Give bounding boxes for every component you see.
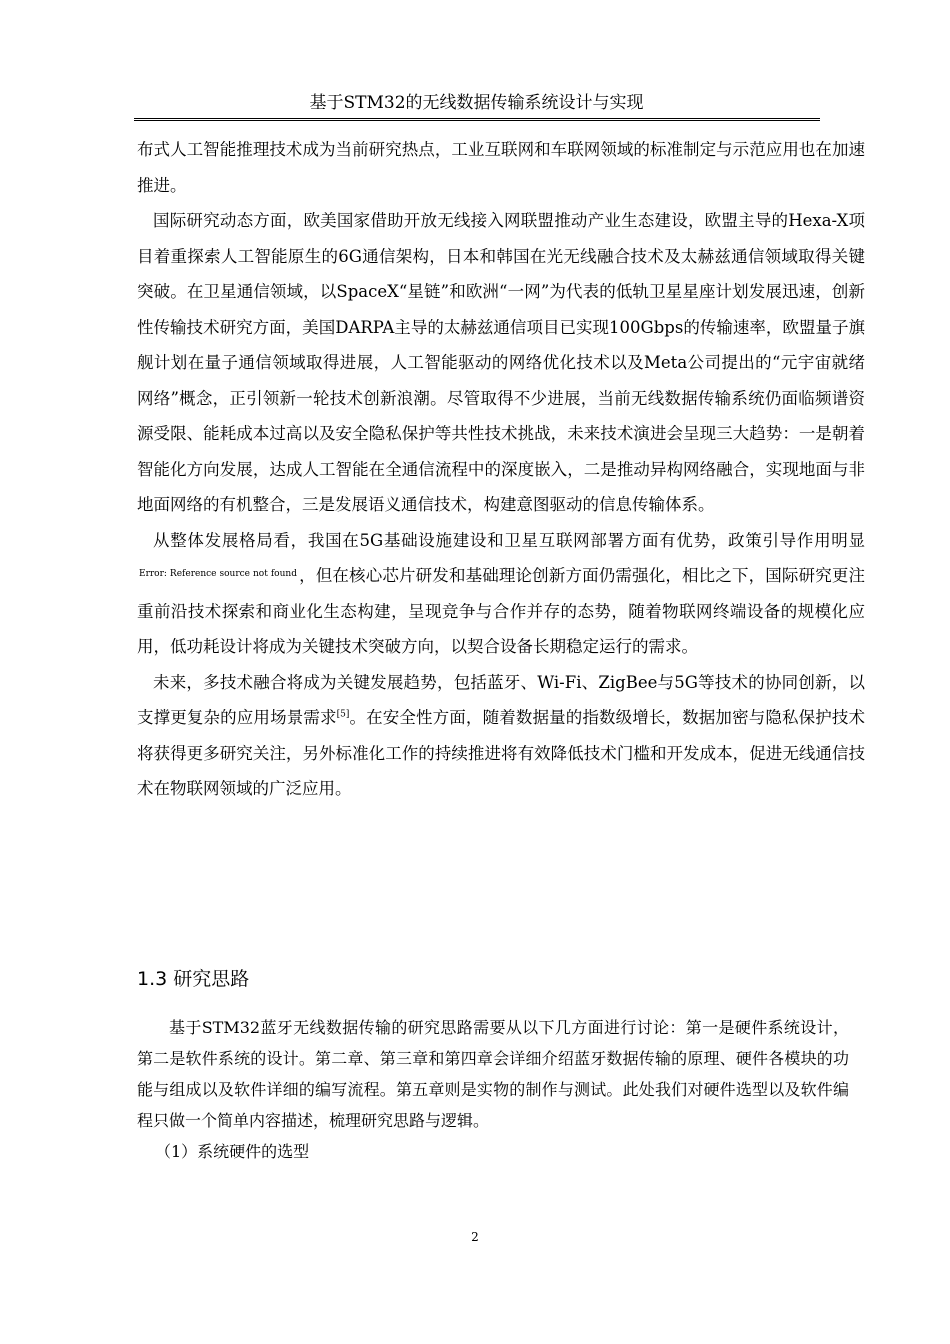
body-paragraph-3 (137, 523, 865, 665)
section-paragraph-1: 基于STM32蓝牙无线数据传输的研究思路需要从以下几方面进行讨论：第一是硬件系统设计，第二是软件系统的设计。第二章、第三章和第四章会详细介绍蓝牙数据传输的原理、硬件各模块的功能与组成以及软件详细的编写流程。第五章则是实物的制作与测试。此处我们对硬件选型以及软件编程只做一个简单内容描述，梳理研究思路与逻辑。 (137, 1018, 849, 1130)
page-number: 2 (471, 1230, 479, 1244)
section-heading: 1.3 研究思路 (137, 968, 250, 990)
paragraph-3-text-a: 从整体发展格局看，我国在5G基础设施建设和卫星互联网部署方面有优势，政策引导作用明显 (153, 530, 865, 550)
reference-error-note: Error: Reference source not found (139, 569, 297, 579)
paragraph-4-text-b: 。在安全性方面，随着数据量的指数级增长，数据加密与隐私保护技术将获得更多研究关注，另外标准化工作的持续推进将有效降低技术门槛和开发成本，促进无线通信技术在物联网领域的广泛应用。 (137, 708, 866, 798)
citation-5: [5] (336, 709, 350, 720)
body-text (137, 132, 865, 807)
body-paragraph-2: 国际研究动态方面，欧美国家借助开放无线接入网联盟推动产业生态建设，欧盟主导的Hexa-X项目着重探索人工智能原生的6G通信架构，日本和韩国在光无线融合技术及太赫兹通信领域取得关键突破。在卫星通信领域，以SpaceX“星链”和欧洲“一网”为代表的低轨卫星星座计划发展迅速，创新性传输技术研究方面，美国DARPA主导的太赫兹通信项目已实现100Gbps的传输速率，欧盟量子旗舰计划在量子通信领域取得进展，人工智能驱动的网络优化技术以及Meta公司提出的“元宇宙就绪网络”概念，正引领新一轮技术创新浪潮。尽管取得不少进展，当前无线数据传输系统仍面临频谱资源受限、能耗成本过高以及安全隐私保护等共性技术挑战，未来技术演进会呈现三大趋势：一是朝着智能化方向发展，达成人工智能在全通信流程中的深度嵌入，二是推动异构网络融合，实现地面与非地面网络的有机整合，三是发展语义通信技术，构建意图驱动的信息传输体系。 (137, 211, 865, 514)
body-paragraph-1: 布式人工智能推理技术成为当前研究热点，工业互联网和车联网领域的标准制定与示范应用也在加速推进。 (137, 140, 865, 195)
header-divider (134, 118, 820, 121)
page-header-title: 基于STM32的无线数据传输系统设计与实现 (309, 93, 644, 113)
paragraph-3-text-b: ，但在核心芯片研发和基础理论创新方面仍需强化，相比之下，国际研究更注重前沿技术探索和商业化生态构建，呈现竞争与合作并存的态势，随着物联网终端设备的规模化应用，低功耗设计将成为关键技术突破方向，以契合设备长期稳定运行的需求。 (137, 566, 865, 656)
body-paragraph-4 (137, 665, 865, 807)
paragraph-4-text-a: 未来，多技术融合将成为关键发展趋势，包括蓝牙、Wi-Fi、ZigBee与5G等技术的协同创新，以支撑更复杂的应用场景需求 (137, 672, 865, 727)
section-text (137, 1012, 849, 1167)
section-list-item-1: （1）系统硬件的选型 (155, 1142, 310, 1161)
